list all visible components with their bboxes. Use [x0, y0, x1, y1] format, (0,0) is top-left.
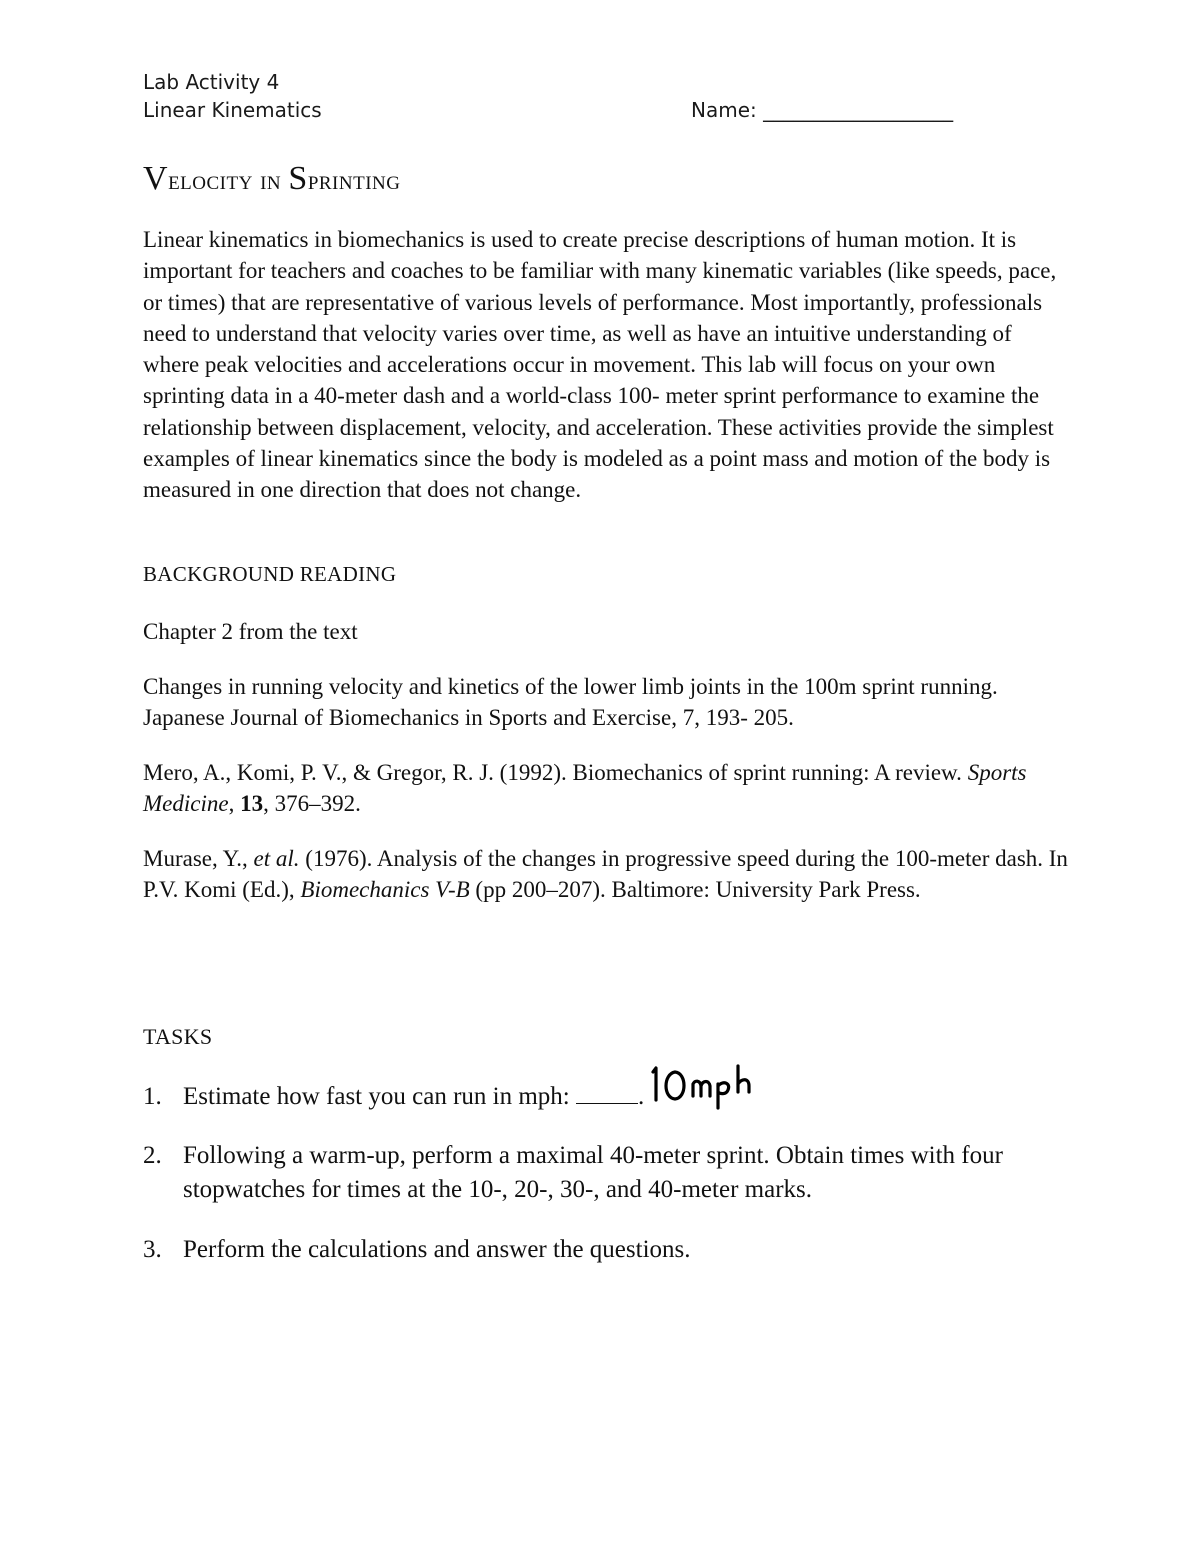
task-text: Perform the calculations and answer the questions. [183, 1236, 691, 1263]
background-reading-heading: BACKGROUND READING [143, 562, 397, 586]
task-number: 2. [143, 1142, 162, 1169]
task-text: Following a warm-up, perform a maximal 40-meter sprint. Obtain times with four stopwatches for times at the 10-, 20-, 30-, and 40-meter marks. [183, 1142, 1003, 1203]
handwritten-10mph-drawing [645, 1062, 775, 1112]
reference-item: Chapter 2 from the text [143, 619, 358, 644]
reference-item: Murase, Y., et al. (1976). Analysis of the changes in progressive speed during the 100-meter dash. In P.V. Komi (Ed.), Biomechanics V-B (pp 200–207). Baltimore: University Park Press. [143, 846, 1068, 903]
handwritten-answer [645, 1062, 775, 1117]
task-number: 3. [143, 1236, 162, 1263]
task-text: Estimate how fast you can run in mph: . [183, 1083, 645, 1110]
reference-item: Mero, A., Komi, P. V., & Gregor, R. J. (1992). Biomechanics of sprint running: A review. Sports Medicine, 13, 376–392. [143, 760, 1027, 817]
lab-activity-label: Lab Activity 4 [143, 70, 280, 94]
topic-label: Linear Kinematics [143, 98, 322, 122]
page-title: Velocity in Sprinting [143, 160, 401, 197]
page-header [143, 68, 1043, 124]
answer-blank[interactable] [576, 1083, 638, 1104]
task-number: 1. [143, 1083, 162, 1110]
reference-item: Changes in running velocity and kinetics of the lower limb joints in the 100m sprint running. Japanese Journal of Biomechanics in Sports and Exercise, 7, 193- 205. [143, 674, 998, 731]
name-field-label: Name: ___________________ [691, 98, 954, 122]
task-item [143, 1233, 1073, 1267]
task-item [143, 1139, 1073, 1207]
task-item [143, 1080, 1073, 1114]
intro-paragraph: Linear kinematics in biomechanics is used to create precise descriptions of human motion. It is important for teachers and coaches to be familiar with many kinematic variables (like speeds, pace, or times) that are representative of various levels of performance. Most importantly, professionals need to understand that velocity varies over time, as well as have an intuitive understanding of where peak velocities and accelerations occur in movement. This lab will focus on your own sprinting data in a 40-meter dash and a world-class 100- meter sprint performance to examine the relationship between displacement, velocity, and acceleration. These activities provide the simplest examples of linear kinematics since the body is modeled as a point mass and motion of the body is measured in one direction that does not change. [143, 227, 1057, 503]
tasks-heading: TASKS [143, 1024, 213, 1049]
